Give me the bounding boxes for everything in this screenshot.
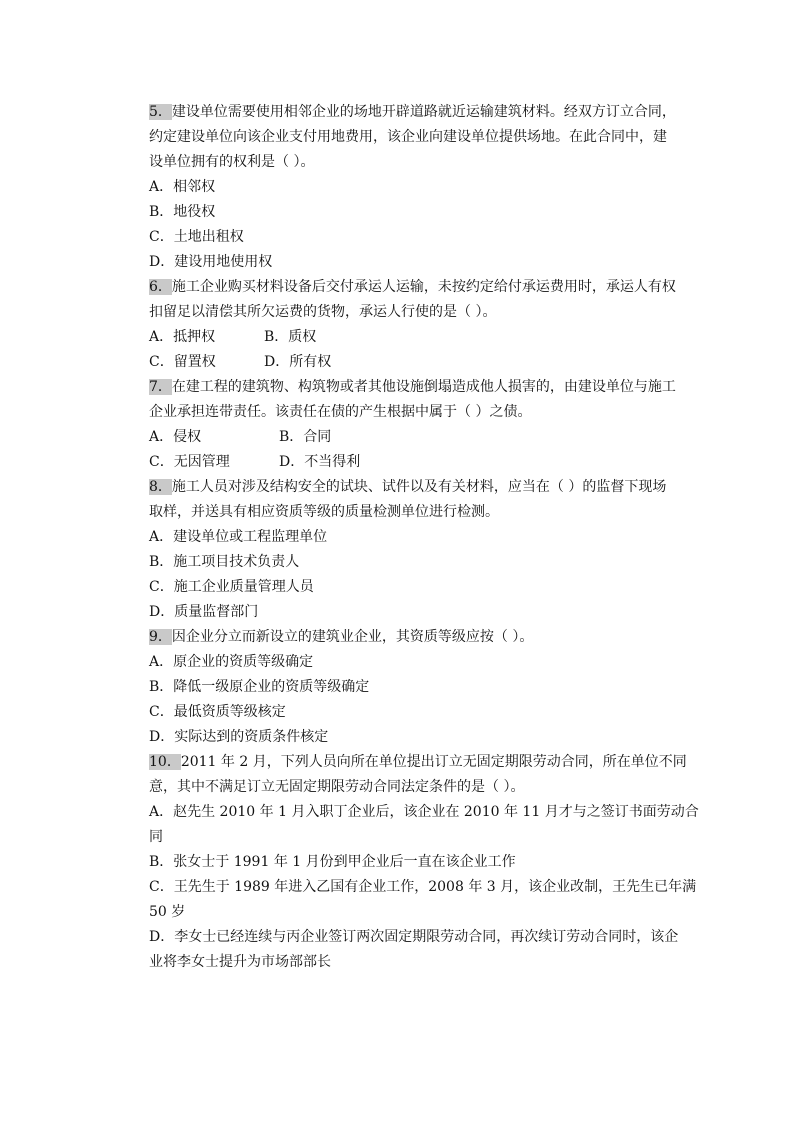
option-row [149,325,689,350]
option-d: D．质量监督部门 [149,604,259,620]
option-d: D．建设用地使用权 [149,254,273,270]
question-stem-line: 企业承担连带责任。该责任在债的产生根据中属于（ ）之债。 [149,404,532,420]
question-list [149,100,699,975]
question-number: 10． [149,754,181,770]
option-c: C．留置权 [149,354,216,370]
question-stem-line: 意，其中不满足订立无固定期限劳动合同法定条件的是（ ）。 [149,779,525,795]
option-a: A．原企业的资质等级确定 [149,654,314,670]
option-b: B．合同 [279,429,332,445]
question-5 [149,100,689,275]
question-8 [149,475,689,625]
stem-text: 2011 年 2 月，下列人员向所在单位提出订立无固定期限劳动合同，所在单位不同 [180,754,687,770]
option-c: C．最低资质等级核定 [149,704,286,720]
question-stem-line [149,750,689,775]
option-b: B．地役权 [149,204,216,220]
question-number: 5． [149,104,172,120]
option-c-continued: 50 岁 [149,904,186,920]
question-stem-line: 设单位拥有的权利是（ ）。 [149,154,315,170]
option-a: A．建设单位或工程监理单位 [149,529,328,545]
option-b: B．施工项目技术负责人 [149,554,300,570]
question-stem-line [149,275,689,300]
stem-text: 施工人员对涉及结构安全的试块、试件以及有关材料，应当在（ ）的监督下现场 [171,479,667,495]
option-d: D．实际达到的资质条件核定 [149,729,329,745]
stem-text: 因企业分立而新设立的建筑业企业，其资质等级应按（ ）。 [171,629,534,645]
option-c: C．施工企业质量管理人员 [149,579,314,595]
option-row [149,350,689,375]
option-a: A．赵先生 2010 年 1 月入职丁企业后，该企业在 2010 年 11 月才与之签订书面劳动合 [149,804,699,820]
stem-text: 在建工程的建筑物、构筑物或者其他设施倒塌造成他人损害的，由建设单位与施工 [171,379,676,395]
stem-text: 建设单位需要使用相邻企业的场地开辟道路就近运输建筑材料。经双方订立合同， [171,104,676,120]
option-c: C．王先生于 1989 年进入乙国有企业工作，2008 年 3 月，该企业改制，王先生已年满 [149,879,697,895]
question-7 [149,375,689,475]
option-d: D．所有权 [264,354,332,370]
stem-text: 施工企业购买材料设备后交付承运人运输，未按约定给付承运费用时，承运人有权 [171,279,676,295]
option-b: B．张女士于 1991 年 1 月份到甲企业后一直在该企业工作 [149,854,516,870]
option-b: B．质权 [264,329,317,345]
question-stem-line [149,375,689,400]
question-number: 6． [149,279,172,295]
option-d: D．李女士已经连续与丙企业签订两次固定期限劳动合同，再次续订劳动合同时，该企 [149,929,679,945]
option-d: D．不当得利 [279,454,361,470]
option-row [149,450,689,475]
question-stem-line [149,475,689,500]
option-a: A．相邻权 [149,179,216,195]
question-stem-line [149,625,689,650]
question-stem-line: 约定建设单位向该企业支付用地费用，该企业向建设单位提供场地。在此合同中，建 [149,129,667,145]
option-a: A．侵权 [149,429,202,445]
option-a-continued: 同 [149,829,163,845]
option-c: C．无因管理 [149,454,230,470]
question-9 [149,625,689,750]
question-number: 8． [149,479,172,495]
option-b: B．降低一级原企业的资质等级确定 [149,679,370,695]
option-a: A．抵押权 [149,329,216,345]
question-6 [149,275,689,375]
question-number: 7． [149,379,172,395]
question-stem-line: 取样，并送具有相应资质等级的质量检测单位进行检测。 [149,504,499,520]
question-stem-line [149,100,689,125]
option-row [149,425,689,450]
option-c: C．土地出租权 [149,229,244,245]
option-d-continued: 业将李女士提升为市场部部长 [149,954,331,970]
question-number: 9． [149,629,172,645]
question-10 [149,750,699,975]
question-stem-line: 扣留足以清偿其所欠运费的货物，承运人行使的是（ ）。 [149,304,497,320]
